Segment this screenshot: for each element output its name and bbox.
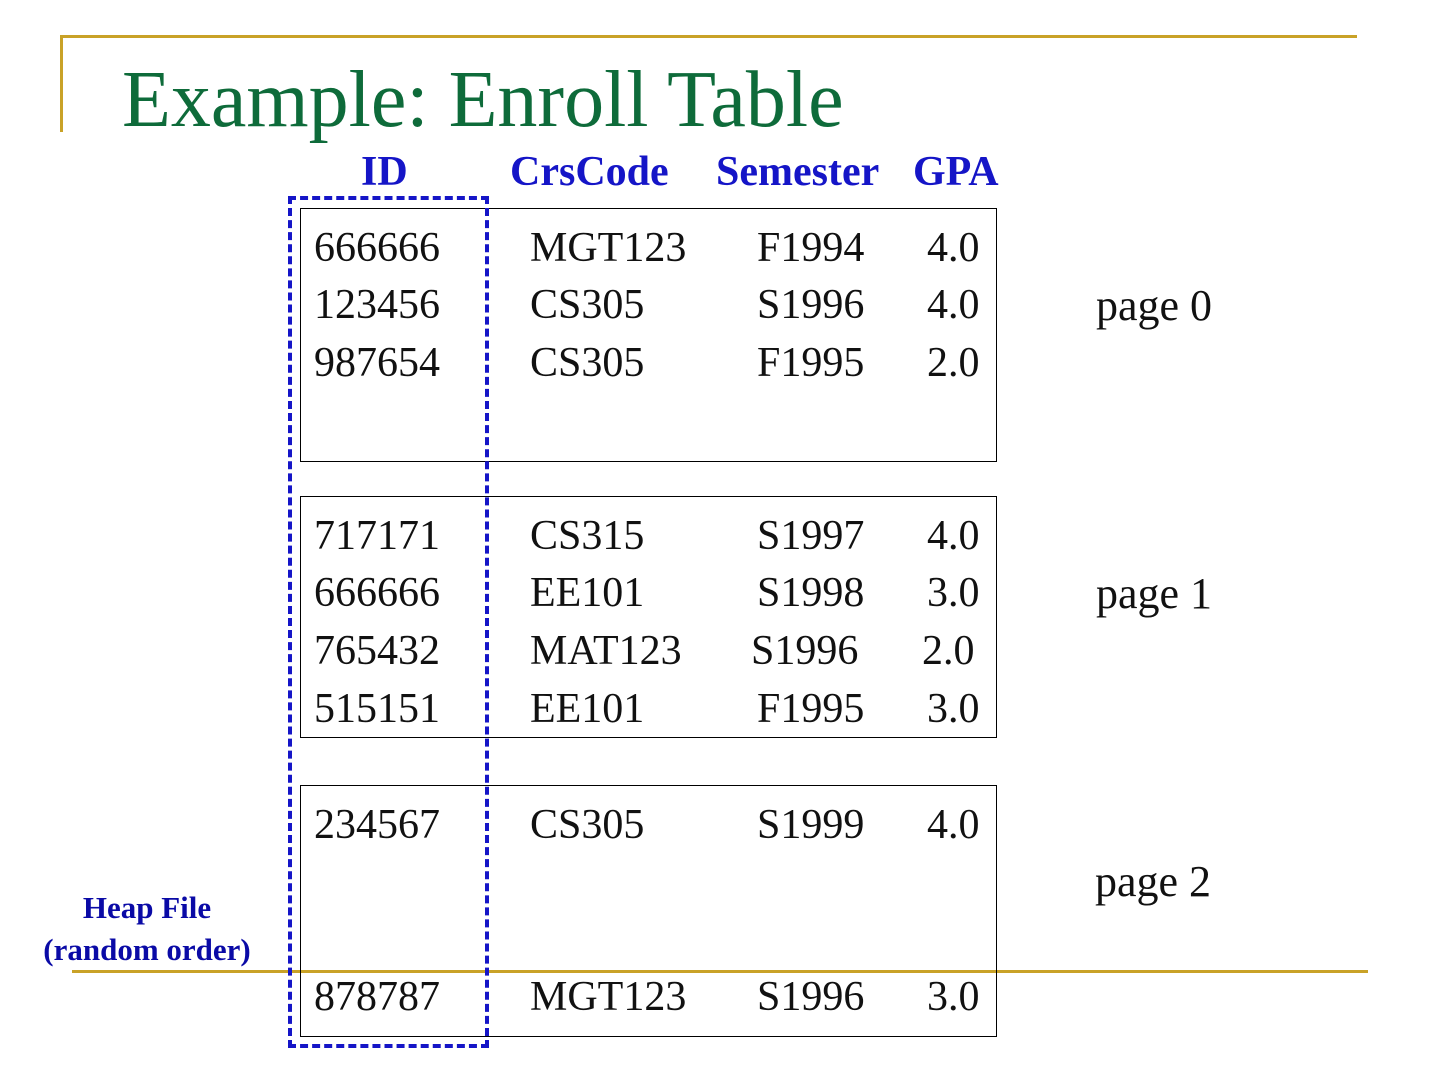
table-cell-crscode: MGT123 [530,225,687,271]
table-cell-gpa: 4.0 [927,282,980,328]
page-1-label: page 1 [1096,569,1213,618]
table-cell-gpa: 4.0 [927,513,980,559]
top-rule [60,35,1357,38]
page-0-label: page 0 [1096,281,1213,330]
left-rule [60,35,63,132]
table-cell-gpa: 4.0 [927,802,980,848]
table-cell-gpa: 3.0 [927,570,980,616]
table-cell-gpa: 2.0 [922,628,975,674]
table-cell-id: 878787 [314,974,440,1020]
column-header-id: ID [361,149,408,195]
table-cell-crscode: EE101 [530,686,645,732]
table-cell-id: 123456 [314,282,440,328]
table-cell-semester: F1995 [757,340,865,386]
table-cell-id: 765432 [314,628,440,674]
table-cell-id: 717171 [314,513,440,559]
heap-file-subtitle: (random order) [43,931,251,967]
table-cell-id: 515151 [314,686,440,732]
table-cell-id: 987654 [314,340,440,386]
table-cell-crscode: CS305 [530,282,645,328]
table-cell-semester: S1996 [757,974,865,1020]
heap-file-caption [18,887,276,971]
slide-title: Example: Enroll Table [122,56,844,144]
table-cell-id: 666666 [314,225,440,271]
table-cell-semester: S1999 [757,802,865,848]
id-column-highlight [288,196,489,1048]
heap-file-title: Heap File [82,890,212,925]
table-cell-crscode: CS305 [530,340,645,386]
table-cell-id: 234567 [314,802,440,848]
table-cell-crscode: MGT123 [530,974,687,1020]
table-cell-semester: S1998 [757,570,865,616]
table-cell-id: 666666 [314,570,440,616]
table-cell-gpa: 2.0 [927,340,980,386]
table-cell-semester: S1997 [757,513,865,559]
page-2-label: page 2 [1095,857,1212,906]
column-header-gpa: GPA [913,149,999,195]
table-cell-semester: F1994 [757,225,865,271]
table-cell-semester: F1995 [757,686,865,732]
table-cell-gpa: 4.0 [927,225,980,271]
table-cell-semester: S1996 [757,282,865,328]
table-cell-crscode: CS315 [530,513,645,559]
table-cell-crscode: CS305 [530,802,645,848]
table-cell-crscode: MAT123 [530,628,682,674]
table-cell-semester: S1996 [751,628,859,674]
table-cell-crscode: EE101 [530,570,645,616]
column-header-crscode: CrsCode [510,149,669,195]
table-cell-gpa: 3.0 [927,686,980,732]
table-cell-gpa: 3.0 [927,974,980,1020]
column-header-semester: Semester [716,149,880,195]
